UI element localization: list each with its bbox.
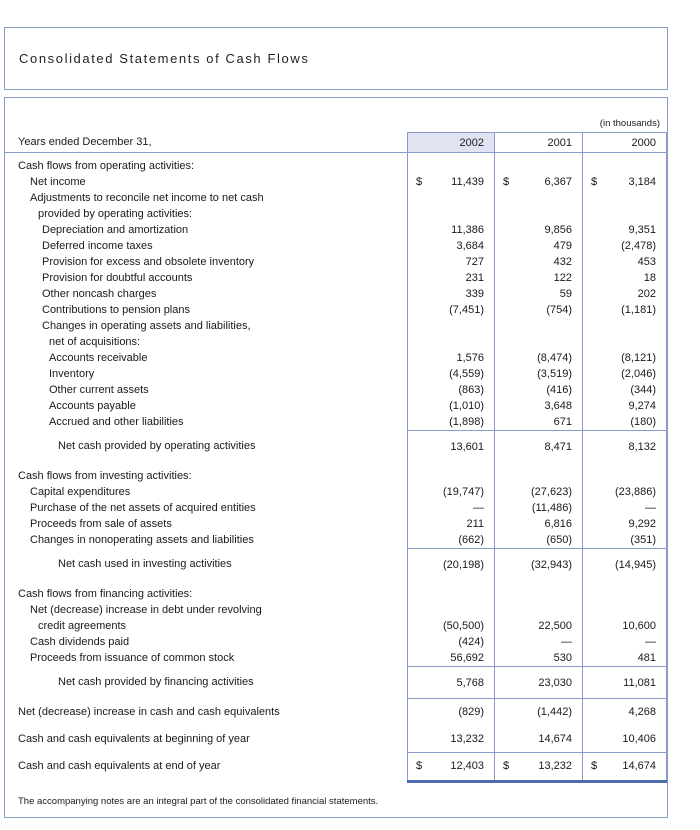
value-cell-2002: (20,198) [407, 548, 494, 581]
value-cell-2002: 11,386 [407, 222, 494, 238]
value-cell-2000: 9,292 [582, 516, 667, 532]
value-cell-2002: 231 [407, 270, 494, 286]
table-row [5, 650, 667, 666]
table-row [5, 206, 667, 222]
value-cell-2002: (1,898) [407, 414, 494, 430]
value-cell-2002: 727 [407, 254, 494, 270]
table-row [5, 484, 667, 500]
value: 13,232 [538, 760, 572, 772]
value-cell-2001: 122 [494, 270, 582, 286]
value-cell-2000 [582, 190, 667, 206]
row-label: credit agreements [38, 620, 127, 632]
value-cell-2000: (344) [582, 382, 667, 398]
value-cell-2001 [494, 206, 582, 222]
value-cell-2000: 11,081 [582, 666, 667, 699]
dollar-sign: $ [591, 760, 598, 772]
value-cell-2002: (7,451) [407, 302, 494, 318]
value-cell-2002: 13,601 [407, 430, 494, 463]
value-cell-2002: (4,559) [407, 366, 494, 382]
value-cell-2000 [582, 586, 667, 602]
table-row [5, 602, 667, 618]
row-label: Net (decrease) increase in cash and cash equivalents [18, 706, 280, 718]
table-row [5, 500, 667, 516]
table-row [5, 222, 667, 238]
value-cell-2001: 14,674 [494, 726, 582, 753]
dollar-sign: $ [503, 760, 510, 772]
row-label: Net cash used in investing activities [58, 558, 232, 570]
row-label: Contributions to pension plans [42, 304, 190, 316]
table-row [5, 618, 667, 634]
value-cell-2001: 59 [494, 286, 582, 302]
value-cell-2001: (8,474) [494, 350, 582, 366]
value-cell-2002 [407, 190, 494, 206]
value-cell-2000: 10,406 [582, 726, 667, 753]
table-row [5, 586, 667, 602]
row-label: Cash flows from operating activities: [18, 160, 195, 172]
value-cell-2002: — [407, 500, 494, 516]
value-cell-2001: 530 [494, 650, 582, 666]
value-cell-2002: (829) [407, 699, 494, 726]
table-row [5, 726, 667, 753]
double-underline [407, 780, 667, 783]
row-label: Other noncash charges [42, 288, 157, 300]
footnote: The accompanying notes are an integral part of the consolidated financial statements. [18, 796, 379, 807]
column-header-2000: 2000 [582, 132, 667, 152]
column-header-2002: 2002 [407, 132, 494, 152]
value-cell-2002 [407, 318, 494, 334]
value-cell-2001 [494, 174, 582, 190]
value-cell-2001: (11,486) [494, 500, 582, 516]
value: 12,403 [450, 760, 484, 772]
value-cell-2000: 9,274 [582, 398, 667, 414]
value-cell-2002 [407, 206, 494, 222]
value-cell-2002: 211 [407, 516, 494, 532]
row-label: Depreciation and amortization [42, 224, 189, 236]
value-cell-2001 [494, 753, 582, 780]
dollar-sign: $ [416, 760, 423, 772]
dollar-sign: $ [416, 176, 423, 188]
table-row [5, 468, 667, 484]
row-label: Accounts receivable [49, 352, 148, 364]
title-box [4, 27, 668, 90]
dollar-sign: $ [591, 176, 598, 188]
value-cell-2000: — [582, 500, 667, 516]
row-label: Proceeds from sale of assets [30, 518, 172, 530]
table-row [5, 270, 667, 286]
table-row [5, 254, 667, 270]
value-cell-2002: (424) [407, 634, 494, 650]
value-cell-2002: 339 [407, 286, 494, 302]
value-cell-2000: 18 [582, 270, 667, 286]
value-cell-2000: (23,886) [582, 484, 667, 500]
row-label: Provision for doubtful accounts [42, 272, 193, 284]
closing-rule-row [5, 780, 667, 783]
value-cell-2001: (416) [494, 382, 582, 398]
value-cell-2000 [582, 334, 667, 350]
row-label: Cash and cash equivalents at beginning of year [18, 733, 250, 745]
value-cell-2001 [494, 602, 582, 618]
value-cell-2001: 23,030 [494, 666, 582, 699]
table-row [5, 634, 667, 650]
value-cell-2002: (1,010) [407, 398, 494, 414]
row-label: Cash flows from financing activities: [18, 588, 193, 600]
value-cell-2002 [407, 586, 494, 602]
value: 3,184 [628, 176, 656, 188]
value-cell-2002: 5,768 [407, 666, 494, 699]
table-row [5, 430, 667, 463]
value: 14,674 [622, 760, 656, 772]
value-cell-2002 [407, 753, 494, 780]
value-cell-2001: (27,623) [494, 484, 582, 500]
row-label: Cash dividends paid [30, 636, 130, 648]
value-cell-2000: 9,351 [582, 222, 667, 238]
page-title: Consolidated Statements of Cash Flows [19, 51, 310, 66]
table-row [5, 666, 667, 699]
value-cell-2001: (3,519) [494, 366, 582, 382]
table-row [5, 286, 667, 302]
value-cell-2000 [582, 206, 667, 222]
value-cell-2000 [582, 753, 667, 780]
value-cell-2001: 3,648 [494, 398, 582, 414]
value-cell-2002: (662) [407, 532, 494, 548]
value-cell-2001: 9,856 [494, 222, 582, 238]
value-cell-2000 [582, 158, 667, 174]
row-label: Other current assets [49, 384, 149, 396]
statement-box [4, 97, 668, 818]
table-row [5, 350, 667, 366]
value-cell-2002: 56,692 [407, 650, 494, 666]
value-cell-2000: — [582, 634, 667, 650]
value-cell-2000: 202 [582, 286, 667, 302]
value-cell-2002 [407, 158, 494, 174]
table-row [5, 548, 667, 581]
row-label: Capital expenditures [30, 486, 131, 498]
value-cell-2002: (50,500) [407, 618, 494, 634]
value-cell-2000 [582, 602, 667, 618]
row-label: Proceeds from issuance of common stock [30, 652, 235, 664]
table-header-row [5, 132, 667, 153]
value-cell-2000: 4,268 [582, 699, 667, 726]
value-cell-2001: 22,500 [494, 618, 582, 634]
value-cell-2001: (1,442) [494, 699, 582, 726]
closing-rule-spacer [5, 780, 407, 783]
row-label: Cash flows from investing activities: [18, 470, 192, 482]
value-cell-2000: (2,046) [582, 366, 667, 382]
value-cell-2000: 8,132 [582, 430, 667, 463]
value-cell-2002 [407, 468, 494, 484]
value: 6,367 [544, 176, 572, 188]
value-cell-2000: (8,121) [582, 350, 667, 366]
value-cell-2000 [582, 174, 667, 190]
value-cell-2002 [407, 602, 494, 618]
value-cell-2002 [407, 334, 494, 350]
row-label: Deferred income taxes [42, 240, 153, 252]
value-cell-2001 [494, 158, 582, 174]
row-label: Inventory [49, 368, 95, 380]
dollar-sign: $ [503, 176, 510, 188]
table-row [5, 414, 667, 430]
value-cell-2001 [494, 334, 582, 350]
table-row [5, 366, 667, 382]
table-row [5, 753, 667, 780]
value-cell-2000: 10,600 [582, 618, 667, 634]
value-cell-2001: 432 [494, 254, 582, 270]
row-label: Cash and cash equivalents at end of year [18, 760, 221, 772]
value-cell-2001: 8,471 [494, 430, 582, 463]
value-cell-2000 [582, 468, 667, 484]
column-header-2001: 2001 [494, 132, 582, 152]
row-label: Adjustments to reconcile net income to net cash [30, 192, 264, 204]
value-cell-2001: 479 [494, 238, 582, 254]
statement-rows [5, 153, 667, 780]
row-label: Net income [30, 176, 86, 188]
value-cell-2002: 13,232 [407, 726, 494, 753]
value-cell-2002: (863) [407, 382, 494, 398]
table-row [5, 532, 667, 548]
value-cell-2001 [494, 586, 582, 602]
value-cell-2001: (650) [494, 532, 582, 548]
value-cell-2002 [407, 174, 494, 190]
years-ended-label: Years ended December 31, [18, 136, 152, 148]
table-row [5, 318, 667, 334]
value-cell-2000: (14,945) [582, 548, 667, 581]
value-cell-2002: 3,684 [407, 238, 494, 254]
table-row [5, 398, 667, 414]
table-row [5, 516, 667, 532]
table-row [5, 158, 667, 174]
row-label: provided by operating activities: [38, 208, 193, 220]
value-cell-2001: (32,943) [494, 548, 582, 581]
row-label: Provision for excess and obsolete inventory [42, 256, 255, 268]
row-label: Net cash provided by financing activities [58, 676, 254, 688]
row-label: Accrued and other liabilities [49, 416, 184, 428]
value-cell-2001: 6,816 [494, 516, 582, 532]
value-cell-2002: 1,576 [407, 350, 494, 366]
table-row [5, 190, 667, 206]
value-cell-2000: (351) [582, 532, 667, 548]
table-row [5, 302, 667, 318]
row-label: Net cash provided by operating activities [58, 440, 256, 452]
table-row [5, 382, 667, 398]
value-cell-2000: (1,181) [582, 302, 667, 318]
table-row [5, 238, 667, 254]
value-cell-2001: (754) [494, 302, 582, 318]
row-label: Purchase of the net assets of acquired entities [30, 502, 256, 514]
row-label: Accounts payable [49, 400, 136, 412]
row-label: Changes in operating assets and liabilities, [42, 320, 251, 332]
table-row [5, 699, 667, 726]
row-label: net of acquisitions: [49, 336, 141, 348]
table-row [5, 174, 667, 190]
value-cell-2001: — [494, 634, 582, 650]
value-cell-2001: 671 [494, 414, 582, 430]
value-cell-2001 [494, 318, 582, 334]
value: 11,439 [451, 176, 484, 188]
table-row [5, 334, 667, 350]
units-note: (in thousands) [599, 118, 660, 129]
value-cell-2000: (180) [582, 414, 667, 430]
value-cell-2000: (2,478) [582, 238, 667, 254]
value-cell-2000: 453 [582, 254, 667, 270]
row-label: Changes in nonoperating assets and liabilities [30, 534, 254, 546]
row-label: Net (decrease) increase in debt under revolving [30, 604, 262, 616]
value-cell-2000 [582, 318, 667, 334]
value-cell-2001 [494, 190, 582, 206]
value-cell-2000: 481 [582, 650, 667, 666]
value-cell-2002: (19,747) [407, 484, 494, 500]
value-cell-2001 [494, 468, 582, 484]
